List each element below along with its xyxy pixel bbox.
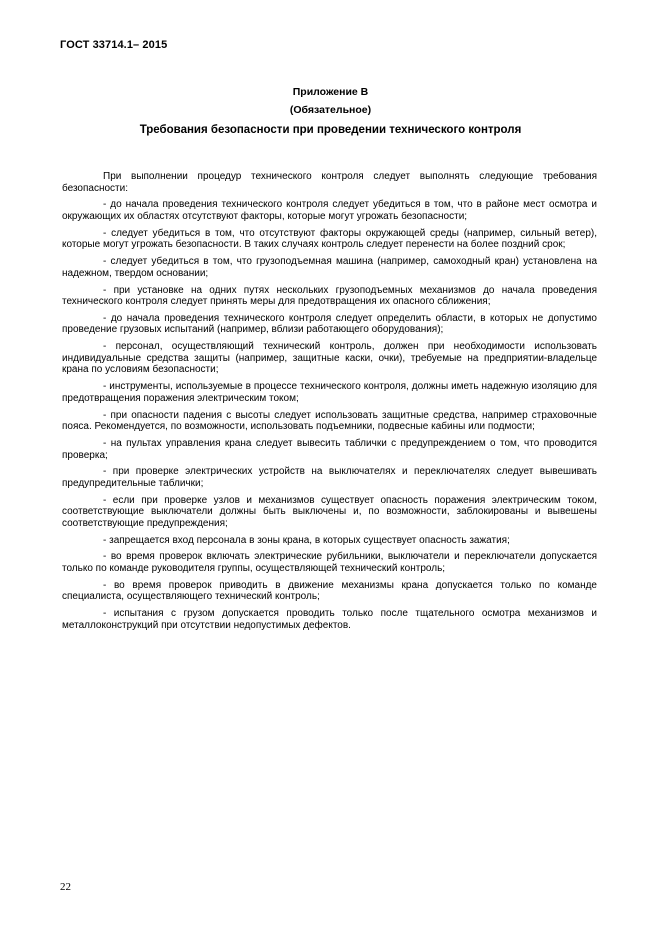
paragraph: - до начала проведения технического контроля следует определить области, в которых не допустимо проведение грузовых испытаний (например, вблизи работающего оборудования);: [62, 312, 597, 336]
paragraph: - следует убедиться в том, что грузоподъемная машина (например, самоходный кран) установлена на надежном, твердом основании;: [62, 256, 597, 279]
paragraph: При выполнении процедур технического контроля следует выполнять следующие требования безопасности:: [62, 171, 597, 194]
appendix-heading: Требования безопасности при проведении технического контроля: [139, 124, 522, 136]
paragraph: - запрещается вход персонала в зоны крана, в которых существует опасность зажатия;: [103, 534, 510, 546]
paragraph: - следует убедиться в том, что отсутствуют факторы окружающей среды (например, сильный ветер), которые могут угрожать безопасности. В таких случаях контроль следует перенести на более поздний срок;: [62, 227, 597, 251]
paragraph: - на пультах управления крана следует вывесить таблички с предупреждением о том, что проводится проверка;: [62, 437, 597, 461]
paragraph: - во время проверок включать электрические рубильники, выключатели и переключатели допускается только по команде руководителя группы, осуществляющей технический контроль;: [62, 551, 597, 575]
paragraph: - во время проверок приводить в движение механизмы крана допускается только по команде специалиста, осуществляющего технический контроль;: [62, 579, 597, 603]
paragraph: - если при проверке узлов и механизмов существует опасность поражения электрическим током, соответствующие выключатели должны быть выключены и, по возможности, заблокированы и вывешены соответствующие предупреждения;: [62, 494, 597, 529]
paragraph: - до начала проведения технического контроля следует убедиться в том, что в районе мест осмотра и окружающих их областях отсутствуют факторы, которые могут угрожать безопасности;: [62, 199, 597, 222]
appendix-title: Приложение В: [292, 86, 369, 98]
paragraph: - испытания с грузом допускается проводить только после тщательного осмотра механизмов и металлоконструкций при отсутствии недопустимых дефектов.: [62, 608, 597, 631]
paragraph: - при опасности падения с высоты следует использовать защитные средства, например страховочные пояса. Рекомендуется, по возможности, использовать подъемники, подвесные кабины или подмости;: [62, 409, 597, 433]
standard-header: ГОСТ 33714.1– 2015: [60, 39, 168, 51]
paragraph: - инструменты, используемые в процессе технического контроля, должны иметь надежную изоляцию для предотвращения поражения электрическим током;: [62, 381, 597, 404]
appendix-status: (Обязательное): [289, 104, 372, 116]
paragraph: - персонал, осуществляющий технический контроль, должен при необходимости использовать индивидуальные средства защиты (например, защитные каски, очки), требуемые на предприятии-владельце крана по условиям безопасности;: [62, 341, 597, 376]
paragraph: - при проверке электрических устройств на выключателях и переключателях следует вывешивать предупредительные таблички;: [62, 466, 597, 489]
page-number: 22: [60, 881, 71, 893]
body-text: [62, 171, 597, 637]
paragraph: - при установке на одних путях нескольких грузоподъемных механизмов до начала проведения технического контроля следует принять меры для предотвращения их опасного сближения;: [62, 284, 597, 308]
